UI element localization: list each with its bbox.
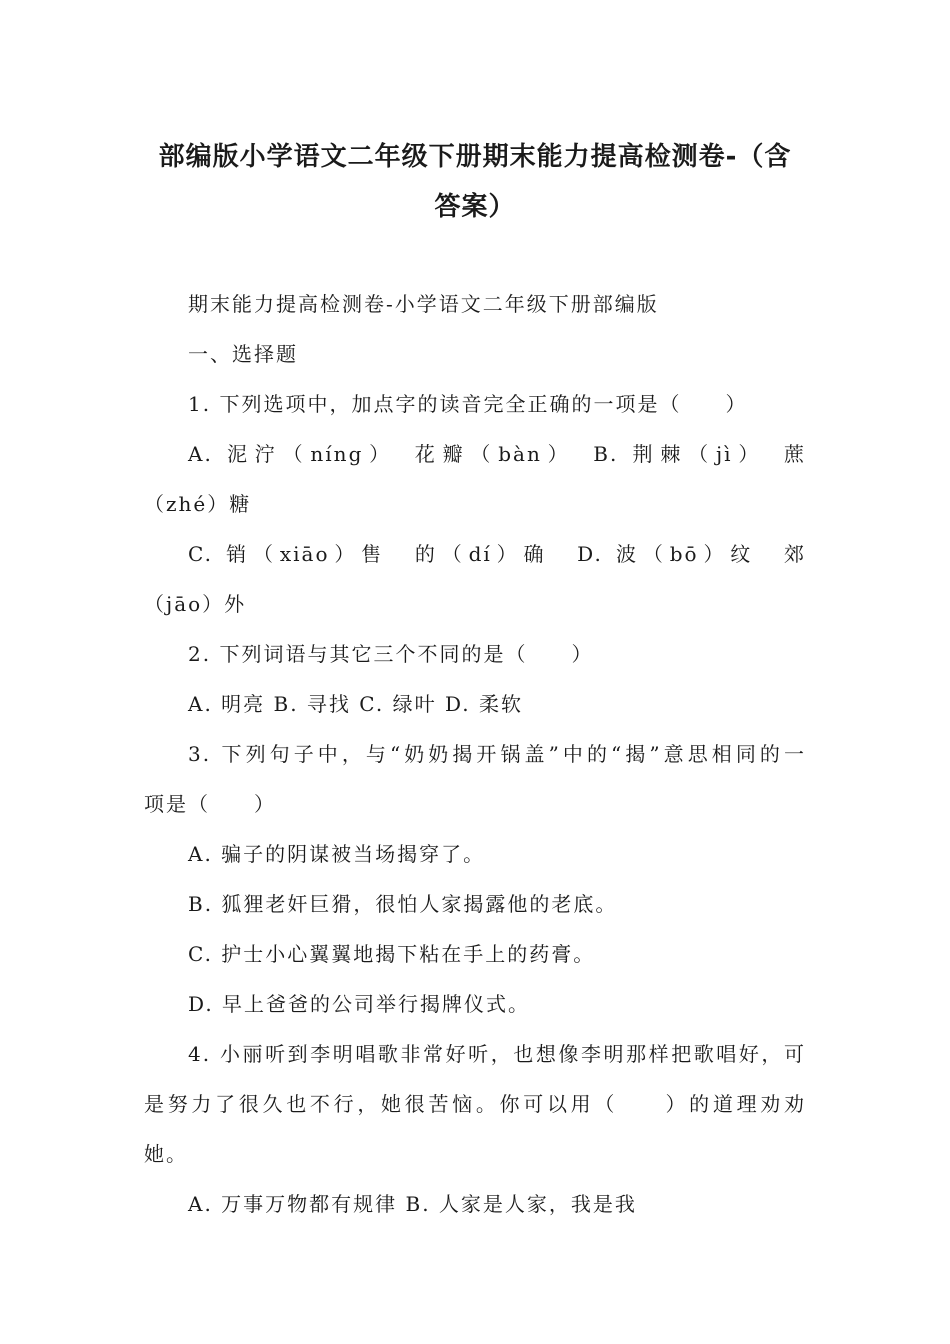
question-2-stem: 2. 下列词语与其它三个不同的是（ ） — [188, 642, 594, 666]
question-1-option-line: C. 销（xiāo）售 的（dí）确 D. 波（bō）纹 郊 — [188, 542, 806, 566]
question-3-option-b: B. 狐狸老奸巨猾，很怕人家揭露他的老底。 — [188, 892, 618, 916]
question-4-options: A. 万事万物都有规律 B. 人家是人家，我是我 — [188, 1192, 637, 1216]
question-3-option-c: C. 护士小心翼翼地揭下粘在手上的药膏。 — [188, 942, 596, 966]
document-subtitle: 期末能力提高检测卷-小学语文二年级下册部编版 — [188, 292, 659, 316]
question-3-option-d: D. 早上爸爸的公司举行揭牌仪式。 — [188, 992, 531, 1016]
question-4-stem-end: 她。 — [144, 1142, 188, 1166]
question-2-options: A. 明亮 B. 寻找 C. 绿叶 D. 柔软 — [188, 692, 523, 716]
question-3-option-a: A. 骗子的阴谋被当场揭穿了。 — [188, 842, 486, 866]
question-3-stem: 3. 下列句子中，与“奶奶揭开锅盖”中的“揭”意思相同的一 — [188, 742, 806, 766]
section-heading: 一、选择题 — [188, 342, 298, 366]
question-4-stem-continued: 是努力了很久也不行，她很苦恼。你可以用（ ）的道理劝劝 — [144, 1092, 806, 1116]
question-1-option-line: （zhé）糖 — [144, 492, 252, 516]
document-title-line-1: 部编版小学语文二年级下册期末能力提高检测卷-（含 — [158, 142, 792, 172]
question-1-option-line: A. 泥泞（níng） 花瓣（bàn） B. 荆棘（jì） 蔗 — [188, 442, 806, 466]
question-4-stem: 4. 小丽听到李明唱歌非常好听，也想像李明那样把歌唱好，可 — [188, 1042, 806, 1066]
document-title-line-2: 答案） — [434, 192, 516, 222]
question-1-stem: 1. 下列选项中，加点字的读音完全正确的一项是（ ） — [188, 392, 748, 416]
question-1-option-line: （jāo）外 — [144, 592, 247, 616]
question-3-stem-continued: 项是（ ） — [144, 792, 276, 816]
